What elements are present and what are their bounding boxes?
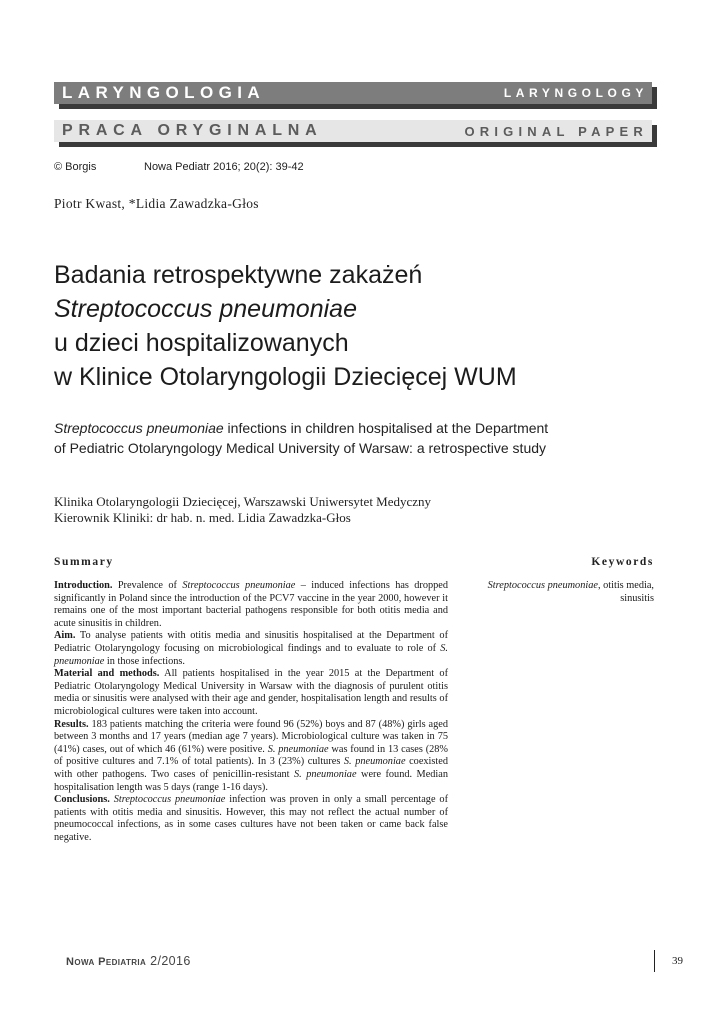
section-label-en: LARYNGOLOGY xyxy=(503,86,648,100)
summary-introduction: Introduction. Prevalence of Streptococcus pneumoniae – induced infections has dropped significantly in Poland since the introduction of the PCV7 vaccine in the year 2000, however it remains one of the most important bacterial pathogens responsible for both otitis media and acute sinusitis in children. xyxy=(54,580,449,629)
subtitle-text: infections in children hospitalised at the Department xyxy=(223,420,549,436)
article-title xyxy=(54,258,674,394)
affiliation-head: Kierownik Kliniki: dr hab. n. med. Lidia Zawadzka-Głos xyxy=(54,510,351,525)
keyword-rest: , otitis media, sinusitis xyxy=(597,580,654,604)
title-line: Badania retrospektywne zakażeń xyxy=(54,261,423,289)
authors: Piotr Kwast, *Lidia Zawadzka-Głos xyxy=(54,196,259,211)
title-line: u dzieci hospitalizowanych xyxy=(54,329,349,357)
journal-name: Nowa Pediatria xyxy=(66,956,147,968)
summary-results: Results. 183 patients matching the criteria were found 96 (52%) boys and 87 (48%) girls aged between 3 months and 17 years (median age 7 years). Microbiological culture was taken in 75 (41%) cases, out of which 46 (61%) were positive. S. pneumoniae was found in 13 cases (28% of positive cultures and 7.1% of total patients). In 3 (23%) cultures S. pneumoniae coexisted with other pathogens. Two cases of penicillin-resistant S. pneumoniae were found. Median hospitalisation length was 5 days (range 1-16 days). xyxy=(54,718,449,793)
paper-type-banner xyxy=(54,120,652,142)
english-title xyxy=(54,418,674,458)
species-name: Streptococcus pneumoniae xyxy=(54,420,224,436)
affiliation-clinic: Klinika Otolaryngologii Dziecięcej, Warszawski Uniwersytet Medyczny xyxy=(54,494,432,509)
citation: Nowa Pediatr 2016; 20(2): 39-42 xyxy=(144,161,304,173)
section-banner xyxy=(54,82,652,104)
keywords-list xyxy=(462,580,654,605)
journal-footer xyxy=(66,954,191,968)
summary-body xyxy=(54,580,448,844)
title-line: w Klinice Otolaryngologii Dziecięcej WUM xyxy=(54,363,517,391)
summary-methods: Material and methods. All patients hospitalised in the year 2015 at the Department of Pediatric Otolaryngology Medical University in Warsaw with the diagnosis of purulent otitis media or sinusitis were analysed with their age and gender, hospitalisation length and results of microbiological cultures were taken into account. xyxy=(54,668,448,717)
summary-heading: Summary xyxy=(54,556,114,568)
keywords-heading: Keywords xyxy=(591,556,654,568)
paper-type-pl: PRACA ORYGINALNA xyxy=(62,122,323,139)
keyword-species: Streptococcus pneumoniae xyxy=(487,580,598,591)
paper-type-en: ORIGINAL PAPER xyxy=(464,124,648,139)
summary-aim: Aim. To analyse patients with otitis media and sinusitis hospitalised at the Department of Pediatric Otolaryngology focusing on microbiological findings and to evaluate to role of S. pneumoniae in those infections. xyxy=(54,630,448,667)
page-number: 39 xyxy=(672,955,683,967)
publisher: © Borgis xyxy=(54,161,97,173)
subtitle-text: of Pediatric Otolaryngology Medical University of Warsaw: a retrospective study xyxy=(54,440,547,456)
footer-divider xyxy=(654,950,655,972)
section-label-pl: LARYNGOLOGIA xyxy=(62,83,265,102)
summary-conclusions: Conclusions. Streptococcus pneumoniae infection was proven in only a small percentage of patients with otitis media and sinusitis. However, this may not reflect the actual number of pneumococcal infections, as in some cases cultures have not been taken or came back false negative. xyxy=(54,794,448,843)
title-line-species: Streptococcus pneumoniae xyxy=(54,295,357,323)
affiliation xyxy=(54,494,431,526)
journal-issue: 2/2016 xyxy=(146,954,191,968)
